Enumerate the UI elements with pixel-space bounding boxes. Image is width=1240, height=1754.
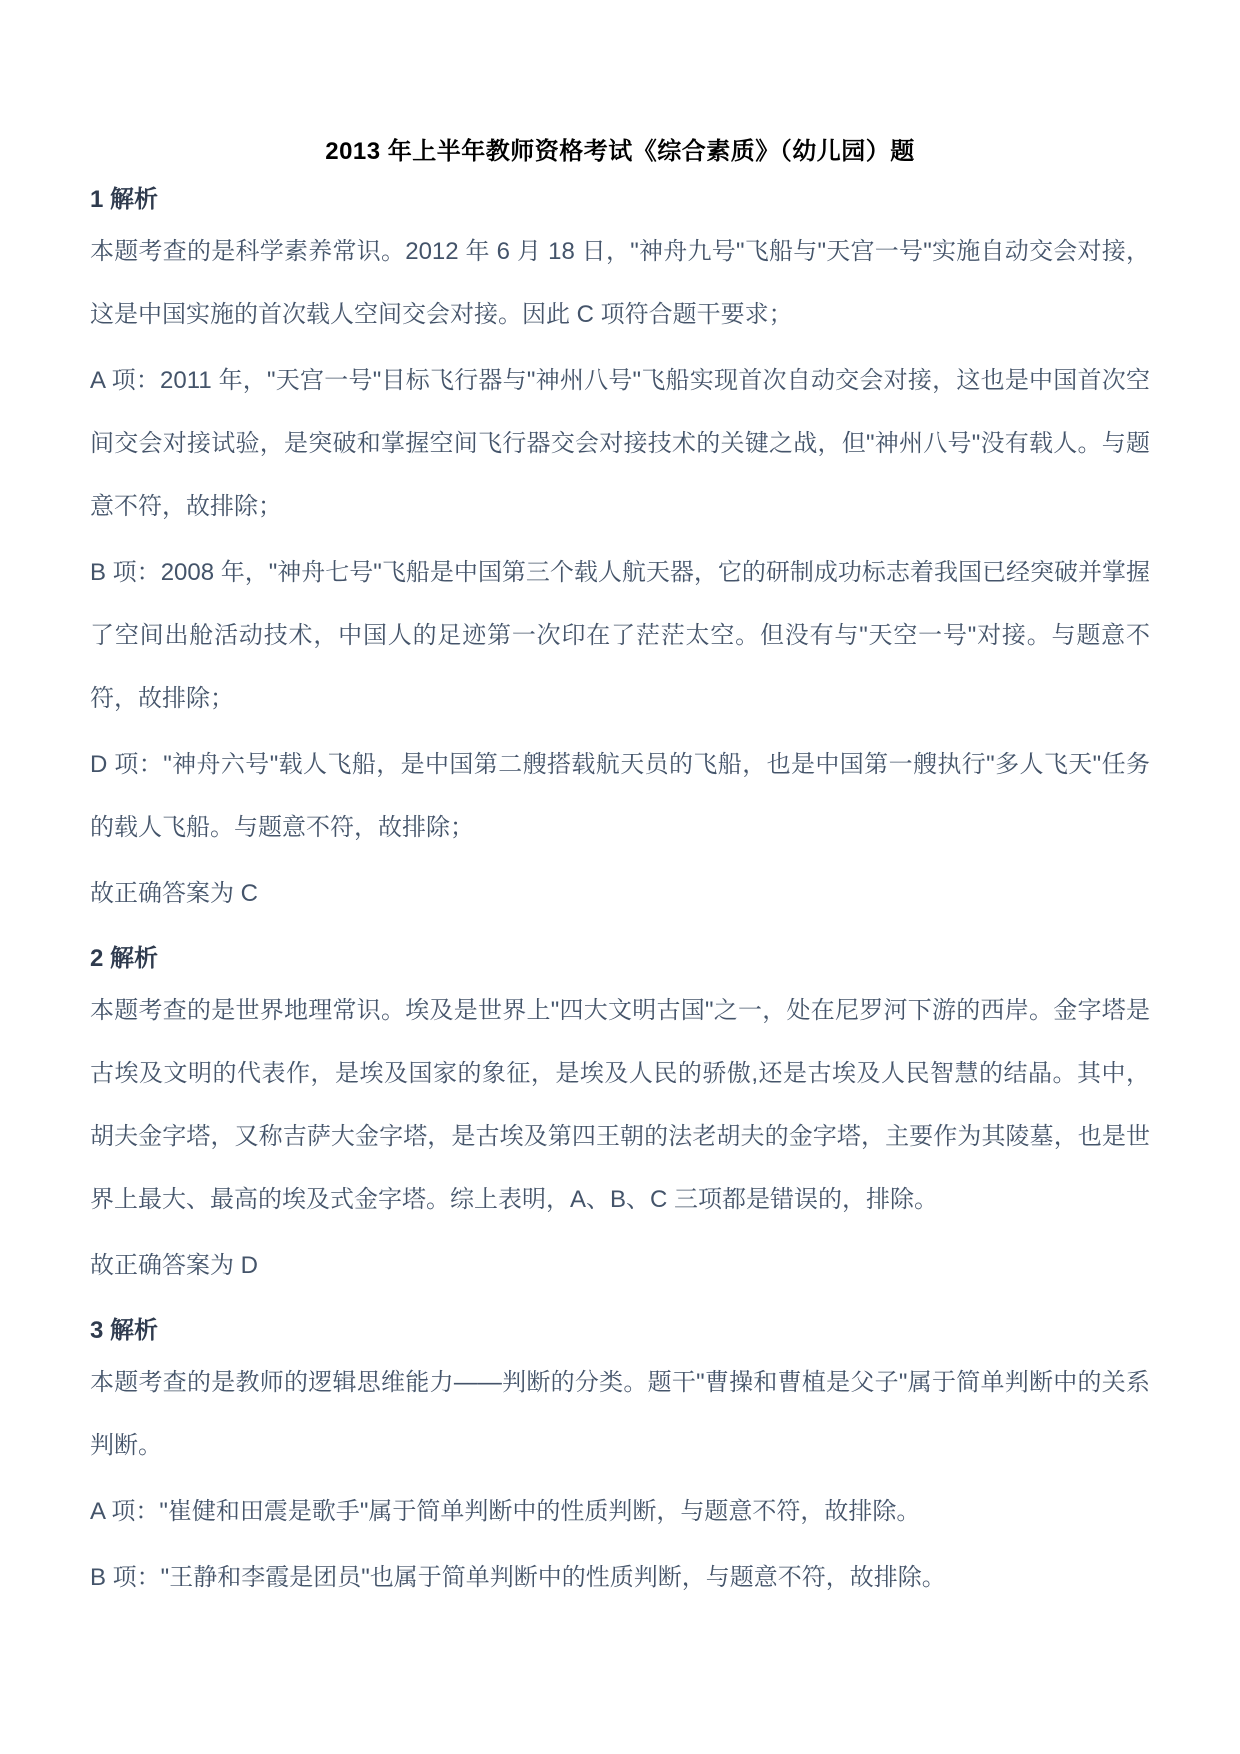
section-1-option-b-paragraph: B 项：2008 年，"神舟七号"飞船是中国第三个载人航天器，它的研制成功标志着我国已经突破并掌握了空间出舱活动技术，中国人的足迹第一次印在了茫茫太空。但没有与"天空一号"对接。与题意不符，故排除； (90, 559, 1150, 712)
section-3-option-b-paragraph: B 项："王静和李霞是团员"也属于简单判断中的性质判断，与题意不符，故排除。 (90, 1564, 946, 1591)
section-1-option-d-paragraph: D 项："神舟六号"载人飞船，是中国第二艘搭载航天员的飞船，也是中国第一艘执行"多人飞天"任务的载人飞船。与题意不符，故排除； (90, 751, 1150, 841)
section-3-option-a-paragraph: A 项："崔健和田震是歌手"属于简单判断中的性质判断，与题意不符，故排除。 (90, 1498, 921, 1525)
section-1-option-a-paragraph: A 项：2011 年，"天宫一号"目标飞行器与"神州八号"飞船实现首次自动交会对接，这也是中国首次空间交会对接试验，是突破和掌握空间飞行器交会对接技术的关键之战，但"神州八号"没有载人。与题意不符，故排除； (90, 367, 1150, 520)
section-2-intro-paragraph: 本题考查的是世界地理常识。埃及是世界上"四大文明古国"之一，处在尼罗河下游的西岸。金字塔是古埃及文明的代表作，是埃及国家的象征，是埃及人民的骄傲,还是古埃及人民智慧的结晶。其中，胡夫金字塔，又称吉萨大金字塔，是古埃及第四王朝的法老胡夫的金字塔，主要作为其陵墓，也是世界上最大、最高的埃及式金字塔。综上表明，A、B、C 三项都是错误的，排除。 (90, 997, 1150, 1213)
section-3-heading: 3 解析 (90, 1317, 159, 1344)
document-title: 2013 年上半年教师资格考试《综合素质》（幼儿园）题 (325, 138, 915, 165)
section-1-answer-line: 故正确答案为 C (90, 880, 258, 907)
section-1-heading: 1 解析 (90, 186, 159, 213)
section-1-intro-paragraph: 本题考查的是科学素养常识。2012 年 6 月 18 日，"神舟九号"飞船与"天宫一号"实施自动交会对接，这是中国实施的首次载人空间交会对接。因此 C 项符合题干要求； (90, 238, 1150, 328)
section-2-heading: 2 解析 (90, 945, 159, 972)
section-3-intro-paragraph: 本题考查的是教师的逻辑思维能力——判断的分类。题干"曹操和曹植是父子"属于简单判断中的关系判断。 (90, 1369, 1150, 1459)
section-2-answer-line: 故正确答案为 D (90, 1252, 258, 1279)
